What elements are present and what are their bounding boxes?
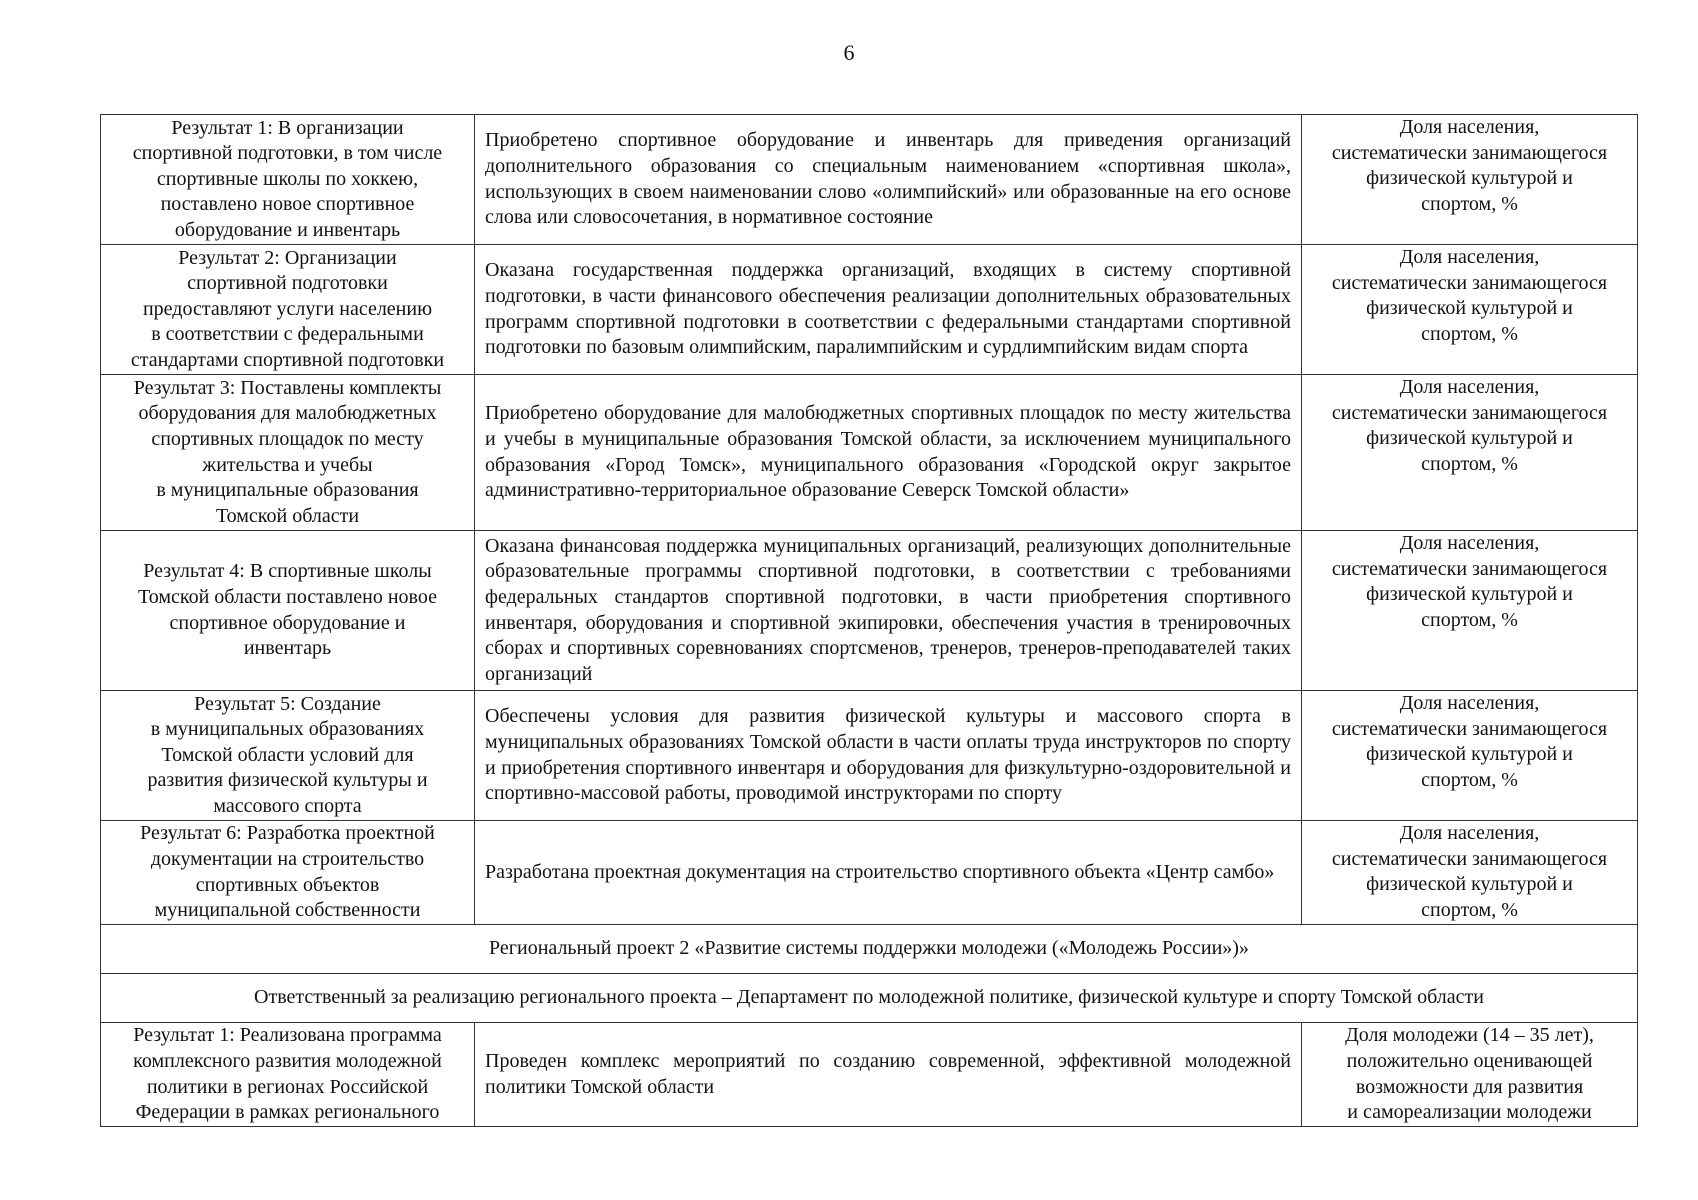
regional-project-title: Региональный проект 2 «Развитие системы поддержки молодежи («Молодежь России»)» [101, 925, 1638, 974]
responsible-department: Ответственный за реализацию регионального проекта – Департамент по молодежной политике, физической культуре и спорту Томской области [101, 974, 1638, 1023]
indicator-cell: Доля населения, систематически занимающегося физической культурой и спортом, % [1302, 115, 1638, 245]
description-cell: Приобретено оборудование для малобюджетных спортивных площадок по месту жительства и учебы в муниципальные образования Томской области, за исключением муниципального образования «Город Томск», муниципального образования «Городской округ закрытое административно-территориальное образование Северск Томской области» [475, 375, 1302, 531]
table-row [101, 691, 1638, 821]
table-row [101, 245, 1638, 375]
page-number: 6 [843, 40, 855, 65]
indicator-cell: Доля населения, систематически занимающегося физической культурой и спортом, % [1302, 375, 1638, 531]
description-cell: Разработана проектная документация на строительство спортивного объекта «Центр самбо» [475, 821, 1302, 925]
result-cell: Результат 4: В спортивные школы Томской области поставлено новое спортивное оборудование и инвентарь [101, 531, 475, 691]
table-row [101, 115, 1638, 245]
result-cell: Результат 6: Разработка проектной документации на строительство спортивных объектов муниципальной собственности [101, 821, 475, 925]
indicator-cell: Доля населения, систематически занимающегося физической культурой и спортом, % [1302, 531, 1638, 691]
result-cell: Результат 5: Создание в муниципальных образованиях Томской области условий для развития физической культуры и массового спорта [101, 691, 475, 821]
description-cell: Проведен комплекс мероприятий по созданию современной, эффективной молодежной политики Томской области [475, 1023, 1302, 1127]
indicator-cell: Доля населения, систематически занимающегося физической культурой и спортом, % [1302, 245, 1638, 375]
section-title-row [101, 925, 1638, 974]
results-table [100, 114, 1638, 1127]
indicator-cell: Доля молодежи (14 – 35 лет), положительно оценивающей возможности для развития и самореализации молодежи [1302, 1023, 1638, 1127]
result-cell: Результат 3: Поставлены комплекты оборудования для малобюджетных спортивных площадок по месту жительства и учебы в муниципальные образования Томской области [101, 375, 475, 531]
result-cell: Результат 1: Реализована программа комплексного развития молодежной политики в регионах Российской Федерации в рамках регионального [101, 1023, 475, 1127]
result-cell: Результат 1: В организации спортивной подготовки, в том числе спортивные школы по хоккею, поставлено новое спортивное оборудование и инвентарь [101, 115, 475, 245]
description-cell: Приобретено спортивное оборудование и инвентарь для приведения организаций дополнительного образования со специальным наименованием «спортивная школа», использующих в своем наименовании слово «олимпийский» или образованные на его основе слова или словосочетания, в нормативное состояние [475, 115, 1302, 245]
description-cell: Оказана государственная поддержка организаций, входящих в систему спортивной подготовки, в части финансового обеспечения реализации дополнительных образовательных программ спортивной подготовки в соответствии с федеральными стандартами спортивной подготовки по базовым олимпийским, паралимпийским и сурдлимпийским видам спорта [475, 245, 1302, 375]
indicator-cell: Доля населения, систематически занимающегося физической культурой и спортом, % [1302, 691, 1638, 821]
indicator-cell: Доля населения, систематически занимающегося физической культурой и спортом, % [1302, 821, 1638, 925]
description-cell: Обеспечены условия для развития физической культуры и массового спорта в муниципальных образованиях Томской области в части оплаты труда инструкторов по спорту и приобретения спортивного инвентаря и оборудования для физкультурно-оздоровительной и спортивно-массовой работы, проводимой инструкторами по спорту [475, 691, 1302, 821]
responsible-row [101, 974, 1638, 1023]
table-row [101, 1023, 1638, 1127]
result-cell: Результат 2: Организации спортивной подготовки предоставляют услуги населению в соответствии с федеральными стандартами спортивной подготовки [101, 245, 475, 375]
table-row [101, 375, 1638, 531]
table-row [101, 531, 1638, 691]
description-cell: Оказана финансовая поддержка муниципальных организаций, реализующих дополнительные образовательные программы спортивной подготовки, в соответствии с требованиями федеральных стандартов спортивной подготовки, в части приобретения спортивного инвентаря, оборудования и спортивной экипировки, обеспечения участия в тренировочных сборах и спортивных соревнованиях спортсменов, тренеров, тренеров-преподавателей таких организаций [475, 531, 1302, 691]
table-row [101, 821, 1638, 925]
